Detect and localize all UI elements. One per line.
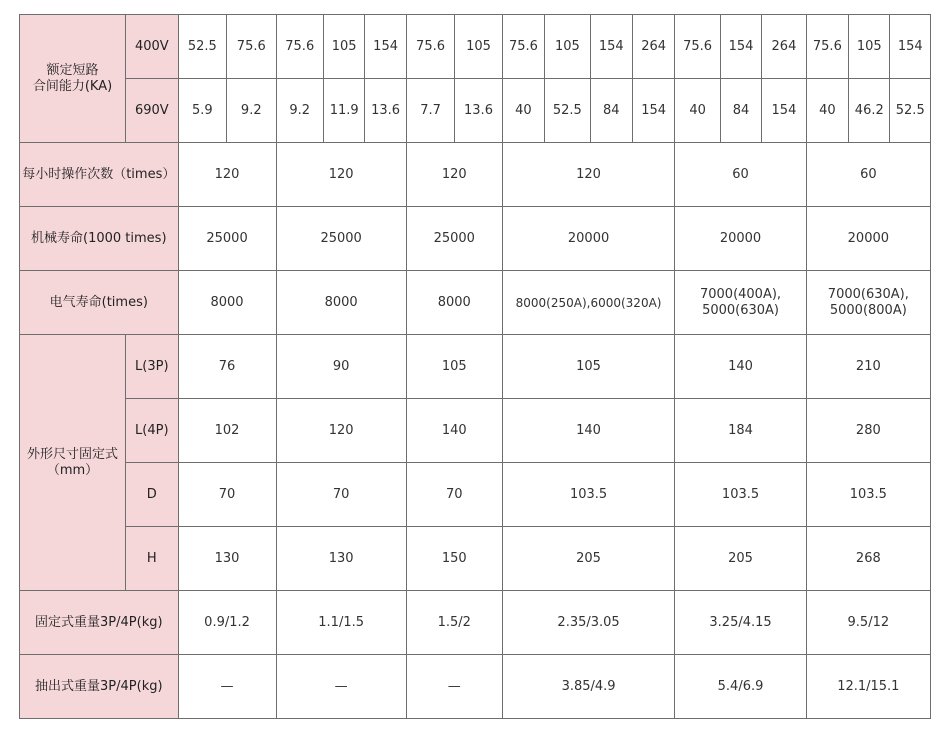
ops-per-hour-cell: 120 bbox=[406, 143, 502, 207]
ops-per-hour-cell: 60 bbox=[675, 143, 806, 207]
cell-400v: 264 bbox=[632, 15, 674, 79]
dim-d-header: D bbox=[126, 463, 179, 527]
dim-d-cell: 103.5 bbox=[675, 463, 806, 527]
cell-690v: 84 bbox=[590, 79, 632, 143]
cell-400v: 105 bbox=[323, 15, 364, 79]
dim-l3p-header: L(3P) bbox=[126, 335, 179, 399]
voltage-690v-header: 690V bbox=[126, 79, 179, 143]
elec-life-cell: 8000 bbox=[406, 271, 502, 335]
cell-690v: 154 bbox=[632, 79, 674, 143]
dimensions-label-line2: （mm） bbox=[46, 462, 99, 478]
ops-per-hour-cell: 120 bbox=[276, 143, 406, 207]
dimensions-label-line1: 外形尺寸固定式 bbox=[27, 446, 119, 462]
elec-life-cell bbox=[675, 271, 806, 335]
elec-life-line: 5000(800A) bbox=[829, 302, 907, 318]
dim-d-cell: 103.5 bbox=[502, 463, 675, 527]
dim-h-cell: 205 bbox=[675, 527, 806, 591]
fixed-weight-cell: 1.1/1.5 bbox=[276, 591, 406, 655]
dim-l3p-cell: 210 bbox=[806, 335, 930, 399]
row-mech-life bbox=[20, 207, 931, 271]
row-elec-life bbox=[20, 271, 931, 335]
row-dim-l4p bbox=[20, 399, 931, 463]
dim-l4p-cell: 184 bbox=[675, 399, 806, 463]
row-dim-d bbox=[20, 463, 931, 527]
fixed-weight-cell: 9.5/12 bbox=[806, 591, 930, 655]
cell-400v: 75.6 bbox=[276, 15, 323, 79]
dim-l4p-cell: 140 bbox=[502, 399, 675, 463]
voltage-400v-header: 400V bbox=[126, 15, 179, 79]
cell-690v: 40 bbox=[502, 79, 544, 143]
cell-400v: 75.6 bbox=[675, 15, 720, 79]
row-fixed-weight bbox=[20, 591, 931, 655]
dim-l4p-cell: 280 bbox=[806, 399, 930, 463]
row-drawout-weight bbox=[20, 655, 931, 719]
cell-400v: 75.6 bbox=[806, 15, 848, 79]
elec-life-line: 7000(400A), bbox=[699, 286, 782, 302]
cell-690v: 52.5 bbox=[890, 79, 931, 143]
cell-690v: 13.6 bbox=[365, 79, 406, 143]
dim-l3p-cell: 105 bbox=[406, 335, 502, 399]
ops-per-hour-header: 每小时操作次数（times） bbox=[20, 143, 179, 207]
cell-400v: 154 bbox=[720, 15, 761, 79]
dim-d-cell: 70 bbox=[276, 463, 406, 527]
elec-life-cell: 8000(250A),6000(320A) bbox=[502, 271, 675, 335]
dimensions-header bbox=[20, 335, 126, 591]
fixed-weight-cell: 2.35/3.05 bbox=[502, 591, 675, 655]
drawout-weight-cell: 3.85/4.9 bbox=[502, 655, 675, 719]
cell-400v: 75.6 bbox=[406, 15, 454, 79]
row-dim-l3p bbox=[20, 335, 931, 399]
fixed-weight-cell: 3.25/4.15 bbox=[675, 591, 806, 655]
breaking-capacity-label-line1: 额定短路 bbox=[46, 62, 99, 78]
dim-h-cell: 130 bbox=[276, 527, 406, 591]
row-breaking-400v bbox=[20, 15, 931, 79]
row-breaking-690v bbox=[20, 79, 931, 143]
elec-life-cell: 8000 bbox=[276, 271, 406, 335]
dim-l4p-header: L(4P) bbox=[126, 399, 179, 463]
cell-690v: 13.6 bbox=[455, 79, 502, 143]
mech-life-cell: 25000 bbox=[178, 207, 276, 271]
ops-per-hour-cell: 120 bbox=[502, 143, 675, 207]
cell-690v: 84 bbox=[720, 79, 761, 143]
breaking-capacity-header bbox=[20, 15, 126, 143]
mech-life-cell: 20000 bbox=[675, 207, 806, 271]
elec-life-line: 5000(630A) bbox=[702, 302, 779, 318]
dim-h-cell: 268 bbox=[806, 527, 930, 591]
elec-life-line: 7000(630A), bbox=[827, 286, 909, 302]
drawout-weight-cell: — bbox=[406, 655, 502, 719]
dim-l3p-cell: 140 bbox=[675, 335, 806, 399]
breaking-capacity-label-line2: 合间能力(KA) bbox=[32, 78, 113, 94]
cell-690v: 5.9 bbox=[178, 79, 226, 143]
ops-per-hour-cell: 120 bbox=[178, 143, 276, 207]
cell-400v: 75.6 bbox=[502, 15, 544, 79]
mech-life-cell: 20000 bbox=[502, 207, 675, 271]
cell-400v: 154 bbox=[365, 15, 406, 79]
cell-690v: 9.2 bbox=[276, 79, 323, 143]
cell-400v: 264 bbox=[762, 15, 806, 79]
mech-life-cell: 25000 bbox=[406, 207, 502, 271]
cell-400v: 154 bbox=[890, 15, 931, 79]
spec-table bbox=[19, 14, 931, 719]
mech-life-header: 机械寿命(1000 times) bbox=[20, 207, 179, 271]
dim-h-cell: 130 bbox=[178, 527, 276, 591]
cell-400v: 154 bbox=[590, 15, 632, 79]
dim-l4p-cell: 140 bbox=[406, 399, 502, 463]
cell-690v: 40 bbox=[806, 79, 848, 143]
drawout-weight-cell: — bbox=[276, 655, 406, 719]
dim-h-header: H bbox=[126, 527, 179, 591]
mech-life-cell: 25000 bbox=[276, 207, 406, 271]
dim-l3p-cell: 105 bbox=[502, 335, 675, 399]
cell-690v: 9.2 bbox=[227, 79, 276, 143]
mech-life-cell: 20000 bbox=[806, 207, 930, 271]
elec-life-header: 电气寿命(times) bbox=[20, 271, 179, 335]
dim-l4p-cell: 120 bbox=[276, 399, 406, 463]
fixed-weight-cell: 0.9/1.2 bbox=[178, 591, 276, 655]
cell-690v: 7.7 bbox=[406, 79, 454, 143]
cell-400v: 52.5 bbox=[178, 15, 226, 79]
drawout-weight-header: 抽出式重量3P/4P(kg) bbox=[20, 655, 179, 719]
cell-690v: 154 bbox=[762, 79, 806, 143]
dim-l3p-cell: 76 bbox=[178, 335, 276, 399]
dim-l4p-cell: 102 bbox=[178, 399, 276, 463]
row-ops-per-hour bbox=[20, 143, 931, 207]
dim-d-cell: 103.5 bbox=[806, 463, 930, 527]
ops-per-hour-cell: 60 bbox=[806, 143, 930, 207]
cell-690v: 46.2 bbox=[849, 79, 890, 143]
dim-l3p-cell: 90 bbox=[276, 335, 406, 399]
elec-life-cell bbox=[806, 271, 930, 335]
cell-400v: 105 bbox=[455, 15, 502, 79]
cell-690v: 40 bbox=[675, 79, 720, 143]
elec-life-cell: 8000 bbox=[178, 271, 276, 335]
dim-h-cell: 205 bbox=[502, 527, 675, 591]
dim-d-cell: 70 bbox=[178, 463, 276, 527]
fixed-weight-cell: 1.5/2 bbox=[406, 591, 502, 655]
cell-400v: 105 bbox=[849, 15, 890, 79]
row-dim-h bbox=[20, 527, 931, 591]
drawout-weight-cell: 5.4/6.9 bbox=[675, 655, 806, 719]
cell-690v: 11.9 bbox=[323, 79, 364, 143]
drawout-weight-cell: — bbox=[178, 655, 276, 719]
drawout-weight-cell: 12.1/15.1 bbox=[806, 655, 930, 719]
dim-d-cell: 70 bbox=[406, 463, 502, 527]
cell-400v: 105 bbox=[545, 15, 590, 79]
cell-690v: 52.5 bbox=[545, 79, 590, 143]
cell-400v: 75.6 bbox=[227, 15, 276, 79]
fixed-weight-header: 固定式重量3P/4P(kg) bbox=[20, 591, 179, 655]
dim-h-cell: 150 bbox=[406, 527, 502, 591]
